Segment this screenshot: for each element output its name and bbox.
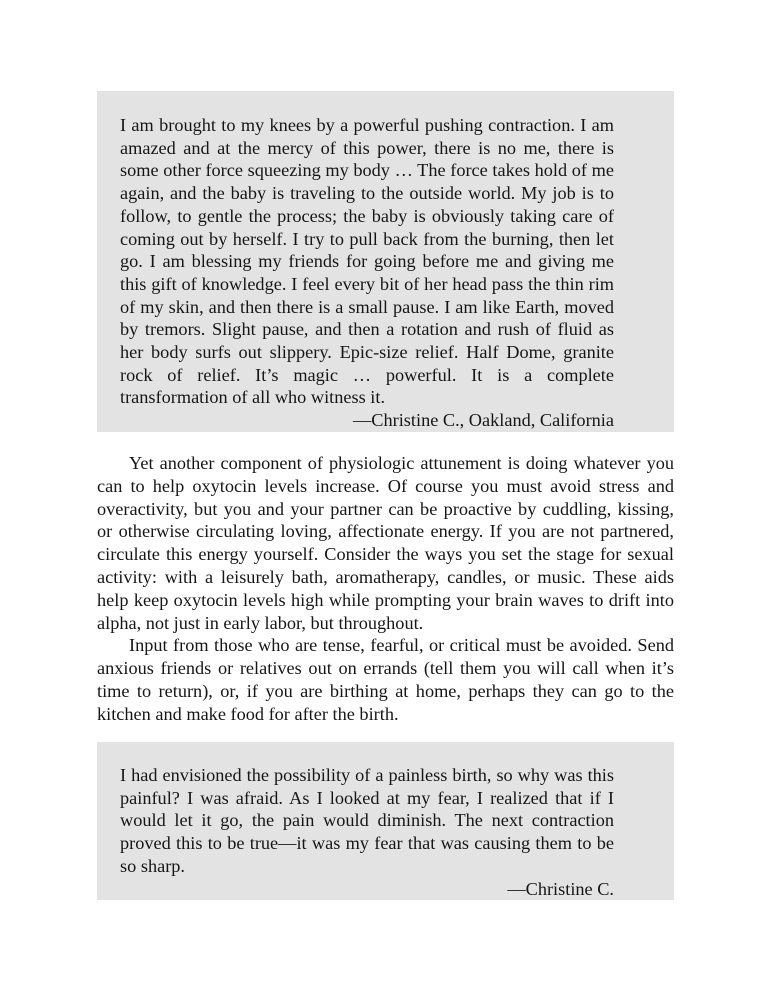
birth-story-quote-attribution: —Christine C., Oakland, California: [353, 410, 614, 431]
fear-quote-attribution: —Christine C.: [507, 878, 614, 899]
birth-story-quote-box: [97, 91, 674, 432]
paragraph-oxytocin: Yet another component of physiologic attunement is doing whatever you can to help oxytocin levels increase. Of course you must avoid stress and overactivity, but you and your partner can be proactive by cuddling, kissing, or otherwise circulating loving, affectionate energy. If you are not partnered, circulate this energy yourself. Consider the ways you set the stage for sexual activity: with a leisurely bath, aromatherapy, candles, or music. These aids help keep oxytocin levels high while prompting your brain waves to drift into alpha, not just in early labor, but throughout.: [97, 453, 674, 633]
paragraph-avoid-tense-input: Input from those who are tense, fearful, or critical must be avoided. Send anxious friends or relatives out on errands (tell them you will call when it’s time to return), or, if you are birthing at home, perhaps they can go to the kitchen and make food for after the birth.: [97, 635, 674, 724]
birth-story-quote-text: I am brought to my knees by a powerful pushing contraction. I am amazed and at the mercy of this power, there is no me, there is some other force squeezing my body … The force takes hold of me again, and the baby is traveling to the outside world. My job is to follow, to gentle the process; the baby is obviously taking care of coming out by herself. I try to pull back from the burning, then let go. I am blessing my friends for going before me and giving me this gift of knowledge. I feel every bit of her head pass the thin rim of my skin, and then there is a small pause. I am like Earth, moved by tremors. Slight pause, and then a rotation and rush of fluid as her body surfs out slippery. Epic-size relief. Half Dome, granite rock of relief. It’s magic … powerful. It is a complete transformation of all who witness it.: [120, 115, 614, 408]
body-text: [97, 452, 674, 726]
fear-quote-text: I had envisioned the possibility of a painless birth, so why was this painful? I was afraid. As I looked at my fear, I realized that if I would let it go, the pain would diminish. The next contraction proved this to be true—it was my fear that was causing them to be so sharp.: [120, 765, 614, 876]
fear-quote-box: [97, 742, 674, 900]
